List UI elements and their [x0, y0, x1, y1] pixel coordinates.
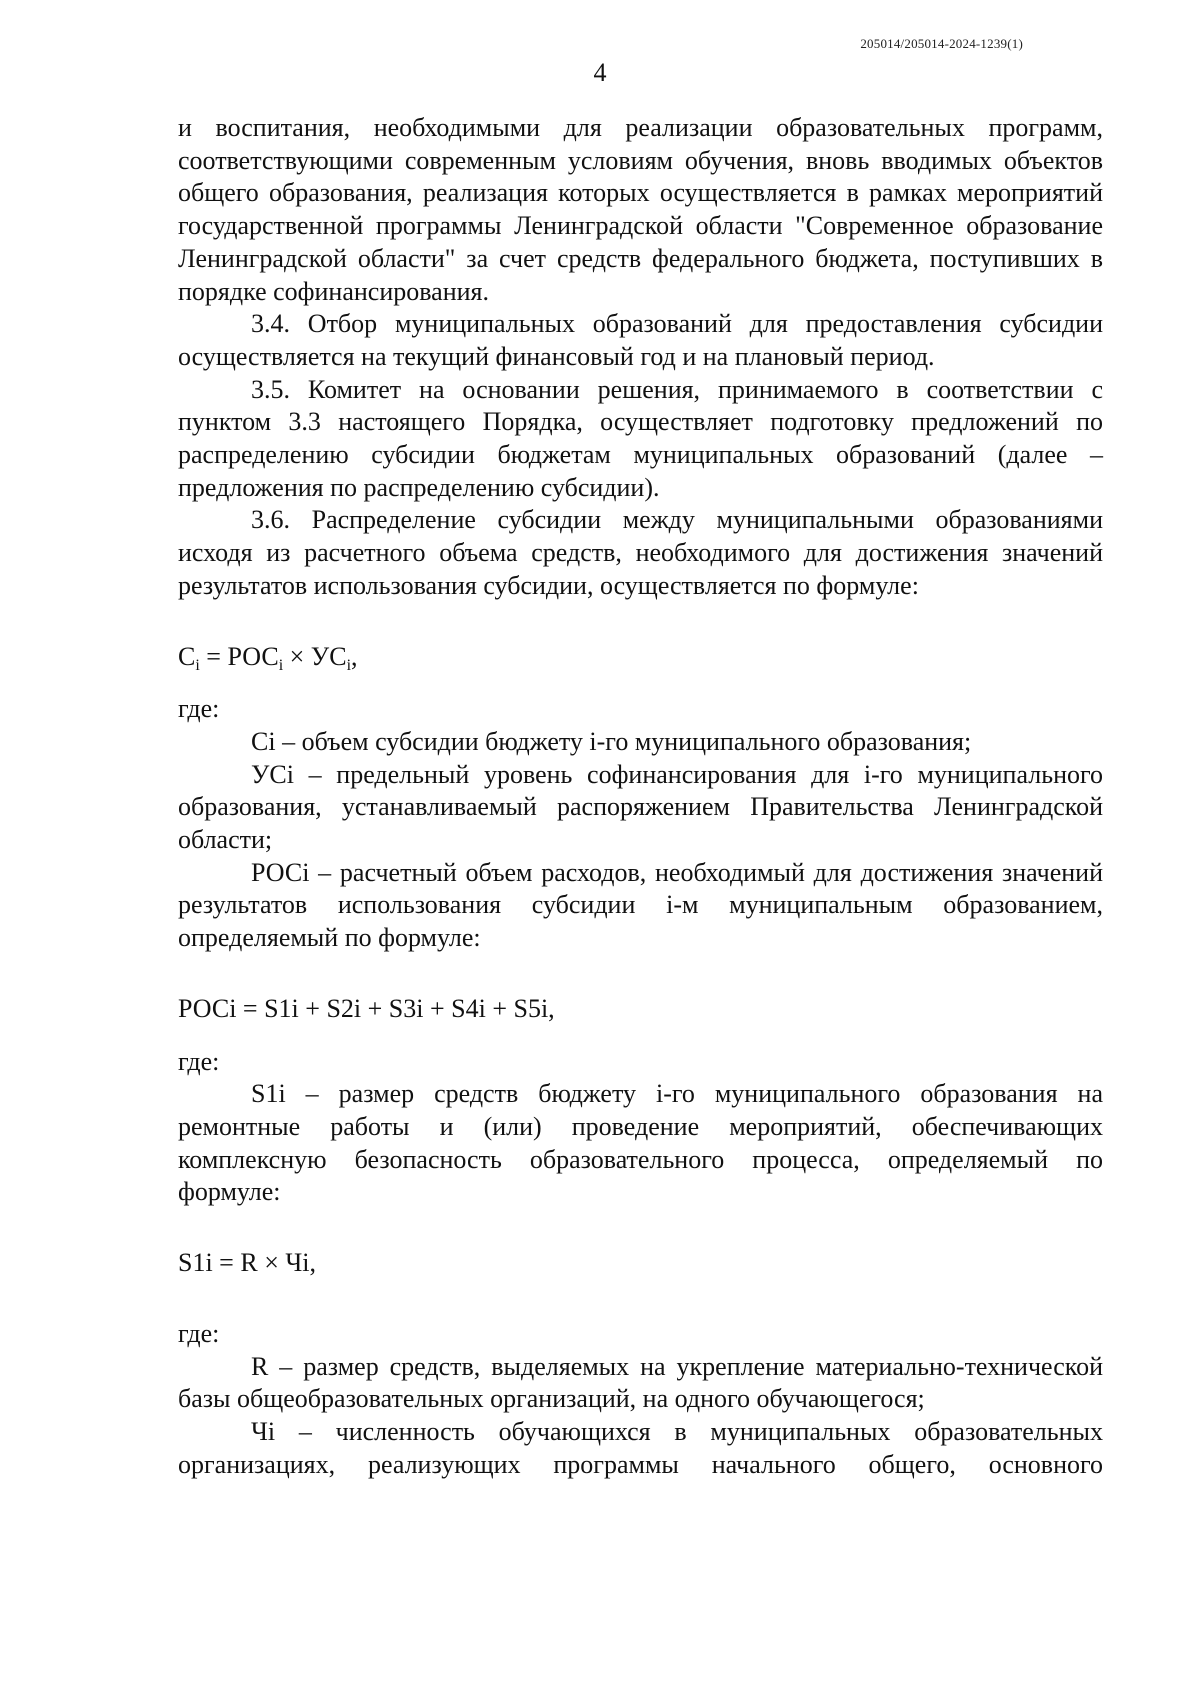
formula-s1i: S1i = R × Чi, — [178, 1248, 316, 1278]
formula-part: , — [351, 641, 358, 671]
definition-chi: Чi – численность обучающихся в муниципальных образовательных организациях, реализующих программы начального общего, основного — [178, 1416, 1103, 1479]
page-number: 4 — [593, 58, 607, 87]
paragraph-3-6: 3.6. Распределение субсидии между муниципальными образованиями исходя из расчетного объема средств, необходимого для достижения значений результатов использования субсидии, осуществляется по формуле: — [178, 505, 1103, 600]
definition-usi: УCi – предельный уровень софинансирования для i-го муниципального образования, устанавливаемый распоряжением Правительства Ленинградской области; — [178, 759, 1103, 855]
formula-subsidy — [178, 603, 1103, 674]
definition-rosi: РОСi – расчетный объем расходов, необходимый для достижения значений результатов использования субсидии i-м муниципальным образованием, определяемый по формуле: — [178, 857, 1103, 953]
formula-part: × УС — [283, 641, 347, 671]
definition-r: R – размер средств, выделяемых на укрепление материально-технической базы общеобразовательных организаций, на одного обучающегося; — [178, 1351, 1103, 1414]
document-body — [178, 112, 1103, 1481]
definition-ci: Ci – объем субсидии бюджету i-го муниципального образования; — [251, 726, 972, 756]
where-label: где: — [178, 1318, 220, 1348]
paragraph-3-5: 3.5. Комитет на основании решения, принимаемого в соответствии с пунктом 3.3 настоящего Порядка, осуществляет подготовку предложений по распределению субсидии бюджетам муниципальных образований (далее – предложения по распределению субсидии). — [178, 374, 1103, 502]
definition-s1i: S1i – размер средств бюджету i-го муниципального образования на ремонтные работы и (или) проведение мероприятий, обеспечивающих комплексную безопасность образовательного процесса, определяемый по формуле: — [178, 1079, 1103, 1207]
document-id: 205014/205014-2024-1239(1) — [860, 36, 1023, 51]
formula-subscript: i — [346, 656, 352, 674]
where-label: где: — [178, 694, 220, 724]
formula-subscript: i — [278, 656, 284, 674]
formula-part: C — [178, 641, 196, 671]
formula-part: = РОС — [199, 641, 279, 671]
paragraph-continuation: и воспитания, необходимыми для реализации образовательных программ, соответствующими современным условиям обучения, вновь вводимых объектов общего образования, реализация которых осуществляется в рамках мероприятий государственной программы Ленинградской области "Современное образование Ленинградской области" за счет средств федерального бюджета, поступивших в порядке софинансирования. — [178, 113, 1103, 306]
formula-rosi: РОСi = S1i + S2i + S3i + S4i + S5i, — [178, 993, 555, 1023]
paragraph-3-4: 3.4. Отбор муниципальных образований для предоставления субсидии осуществляется на текущий финансовый год и на плановый период. — [178, 309, 1103, 371]
formula-subscript: i — [195, 656, 200, 674]
where-label: где: — [178, 1046, 220, 1076]
